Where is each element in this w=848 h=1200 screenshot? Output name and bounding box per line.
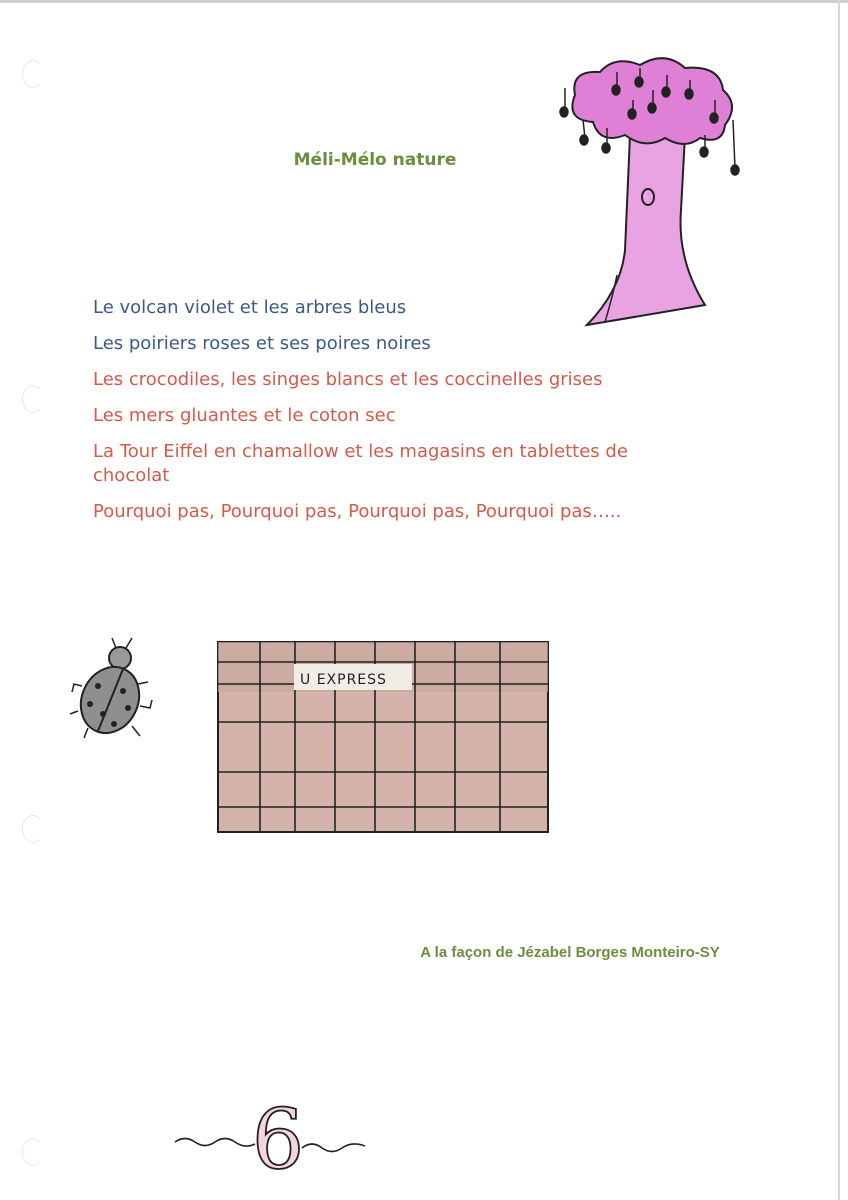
poem-line: Les mers gluantes et le coton sec: [93, 405, 396, 426]
poem-body: [93, 296, 713, 536]
poem-line: Pourquoi pas, Pourquoi pas, Pourquoi pas, Pourquoi pas…..: [93, 501, 622, 522]
poem-line: Les crocodiles, les singes blancs et les coccinelles grises: [93, 369, 603, 390]
punch-hole-mark: [22, 60, 44, 88]
page-right-edge: [838, 0, 840, 1200]
page-number-drawing: [170, 1080, 380, 1180]
chocolate-store-drawing: [210, 632, 555, 837]
punch-hole-mark: [22, 815, 44, 843]
page-number: 6: [252, 1093, 305, 1180]
punch-hole-mark: [22, 385, 44, 413]
poem-title: Méli-Mélo nature: [293, 150, 457, 170]
punch-hole-mark: [22, 1138, 44, 1166]
poem-line: Les poiriers roses et ses poires noires: [93, 333, 431, 354]
poem-line: Le volcan violet et les arbres bleus: [93, 297, 407, 318]
page-top-edge: [0, 0, 848, 3]
author-credit: A la façon de Jézabel Borges Monteiro-SY: [420, 944, 720, 961]
ladybug-drawing: [68, 636, 158, 746]
store-sign-text: U EXPRESS: [300, 672, 387, 688]
poem-line: La Tour Eiffel en chamallow et les magasins en tablettes de chocolat: [93, 441, 628, 486]
